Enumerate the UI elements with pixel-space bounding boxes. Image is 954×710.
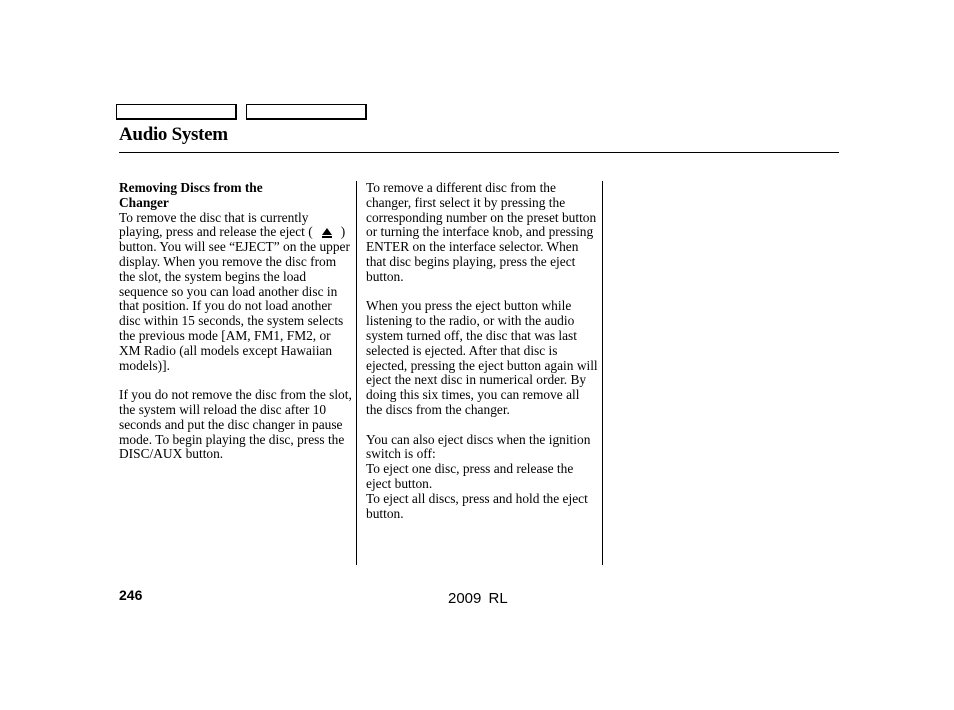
eject-icon: [322, 228, 332, 235]
paragraph-ignition-off-line1: You can also eject discs when the ignition switch is off:: [366, 431, 591, 462]
column-divider-left: [356, 181, 357, 565]
section-heading: [119, 181, 354, 211]
page-title: Audio System: [119, 124, 228, 145]
footer-model: 2009 RL: [448, 590, 508, 607]
column-divider-right: [602, 181, 603, 565]
nav-button-main-menu[interactable]: [116, 104, 237, 120]
paragraph-eject-while-radio: When you press the eject button while listening to the radio, or with the audio system turned off, the disc that was last selected is ejected. After that disc is ejected, pressing the eject button again will eject the next disc in numerical order. By doing this six times, you can remove all the discs from the changer.: [366, 298, 598, 417]
title-divider: [119, 152, 839, 153]
page-number: 246: [119, 587, 143, 603]
paragraph-ignition-off-line2: To eject one disc, press and release the eject button.: [366, 461, 574, 491]
text-column-right: [366, 181, 598, 521]
paragraph-part-a: To remove the disc that is currently playing, press and release the eject (: [119, 209, 313, 240]
section-heading-line1: Removing Discs from the: [119, 180, 263, 195]
paragraph-part-b: ) button. You will see “EJECT” on the upper display. When you remove the disc from the slot, the system begins the load sequence so you can load another disc in that position. If you do not load another disc within 15 seconds, the system selects the previous mode [AM, FM1, FM2, or XM Radio (all models except Hawaiian models)].: [119, 224, 350, 373]
paragraph-remove-current-disc: [119, 211, 354, 374]
paragraph-remove-different-disc: To remove a different disc from the changer, first select it by pressing the corresponding number on the preset button or turning the interface knob, and pressing ENTER on the interface selector. When that disc begins playing, press the eject button.: [366, 180, 597, 284]
nav-button-table-of-contents[interactable]: [246, 104, 367, 120]
section-heading-line2: Changer: [119, 194, 169, 210]
paragraph-reload-disc: If you do not remove the disc from the slot, the system will reload the disc after 10 seconds and put the disc changer in pause mode. To begin playing the disc, press the DISC/AUX button.: [119, 387, 352, 462]
paragraph-ignition-off-line3: To eject all discs, press and hold the eject button.: [366, 490, 588, 521]
text-column-left: [119, 181, 354, 462]
